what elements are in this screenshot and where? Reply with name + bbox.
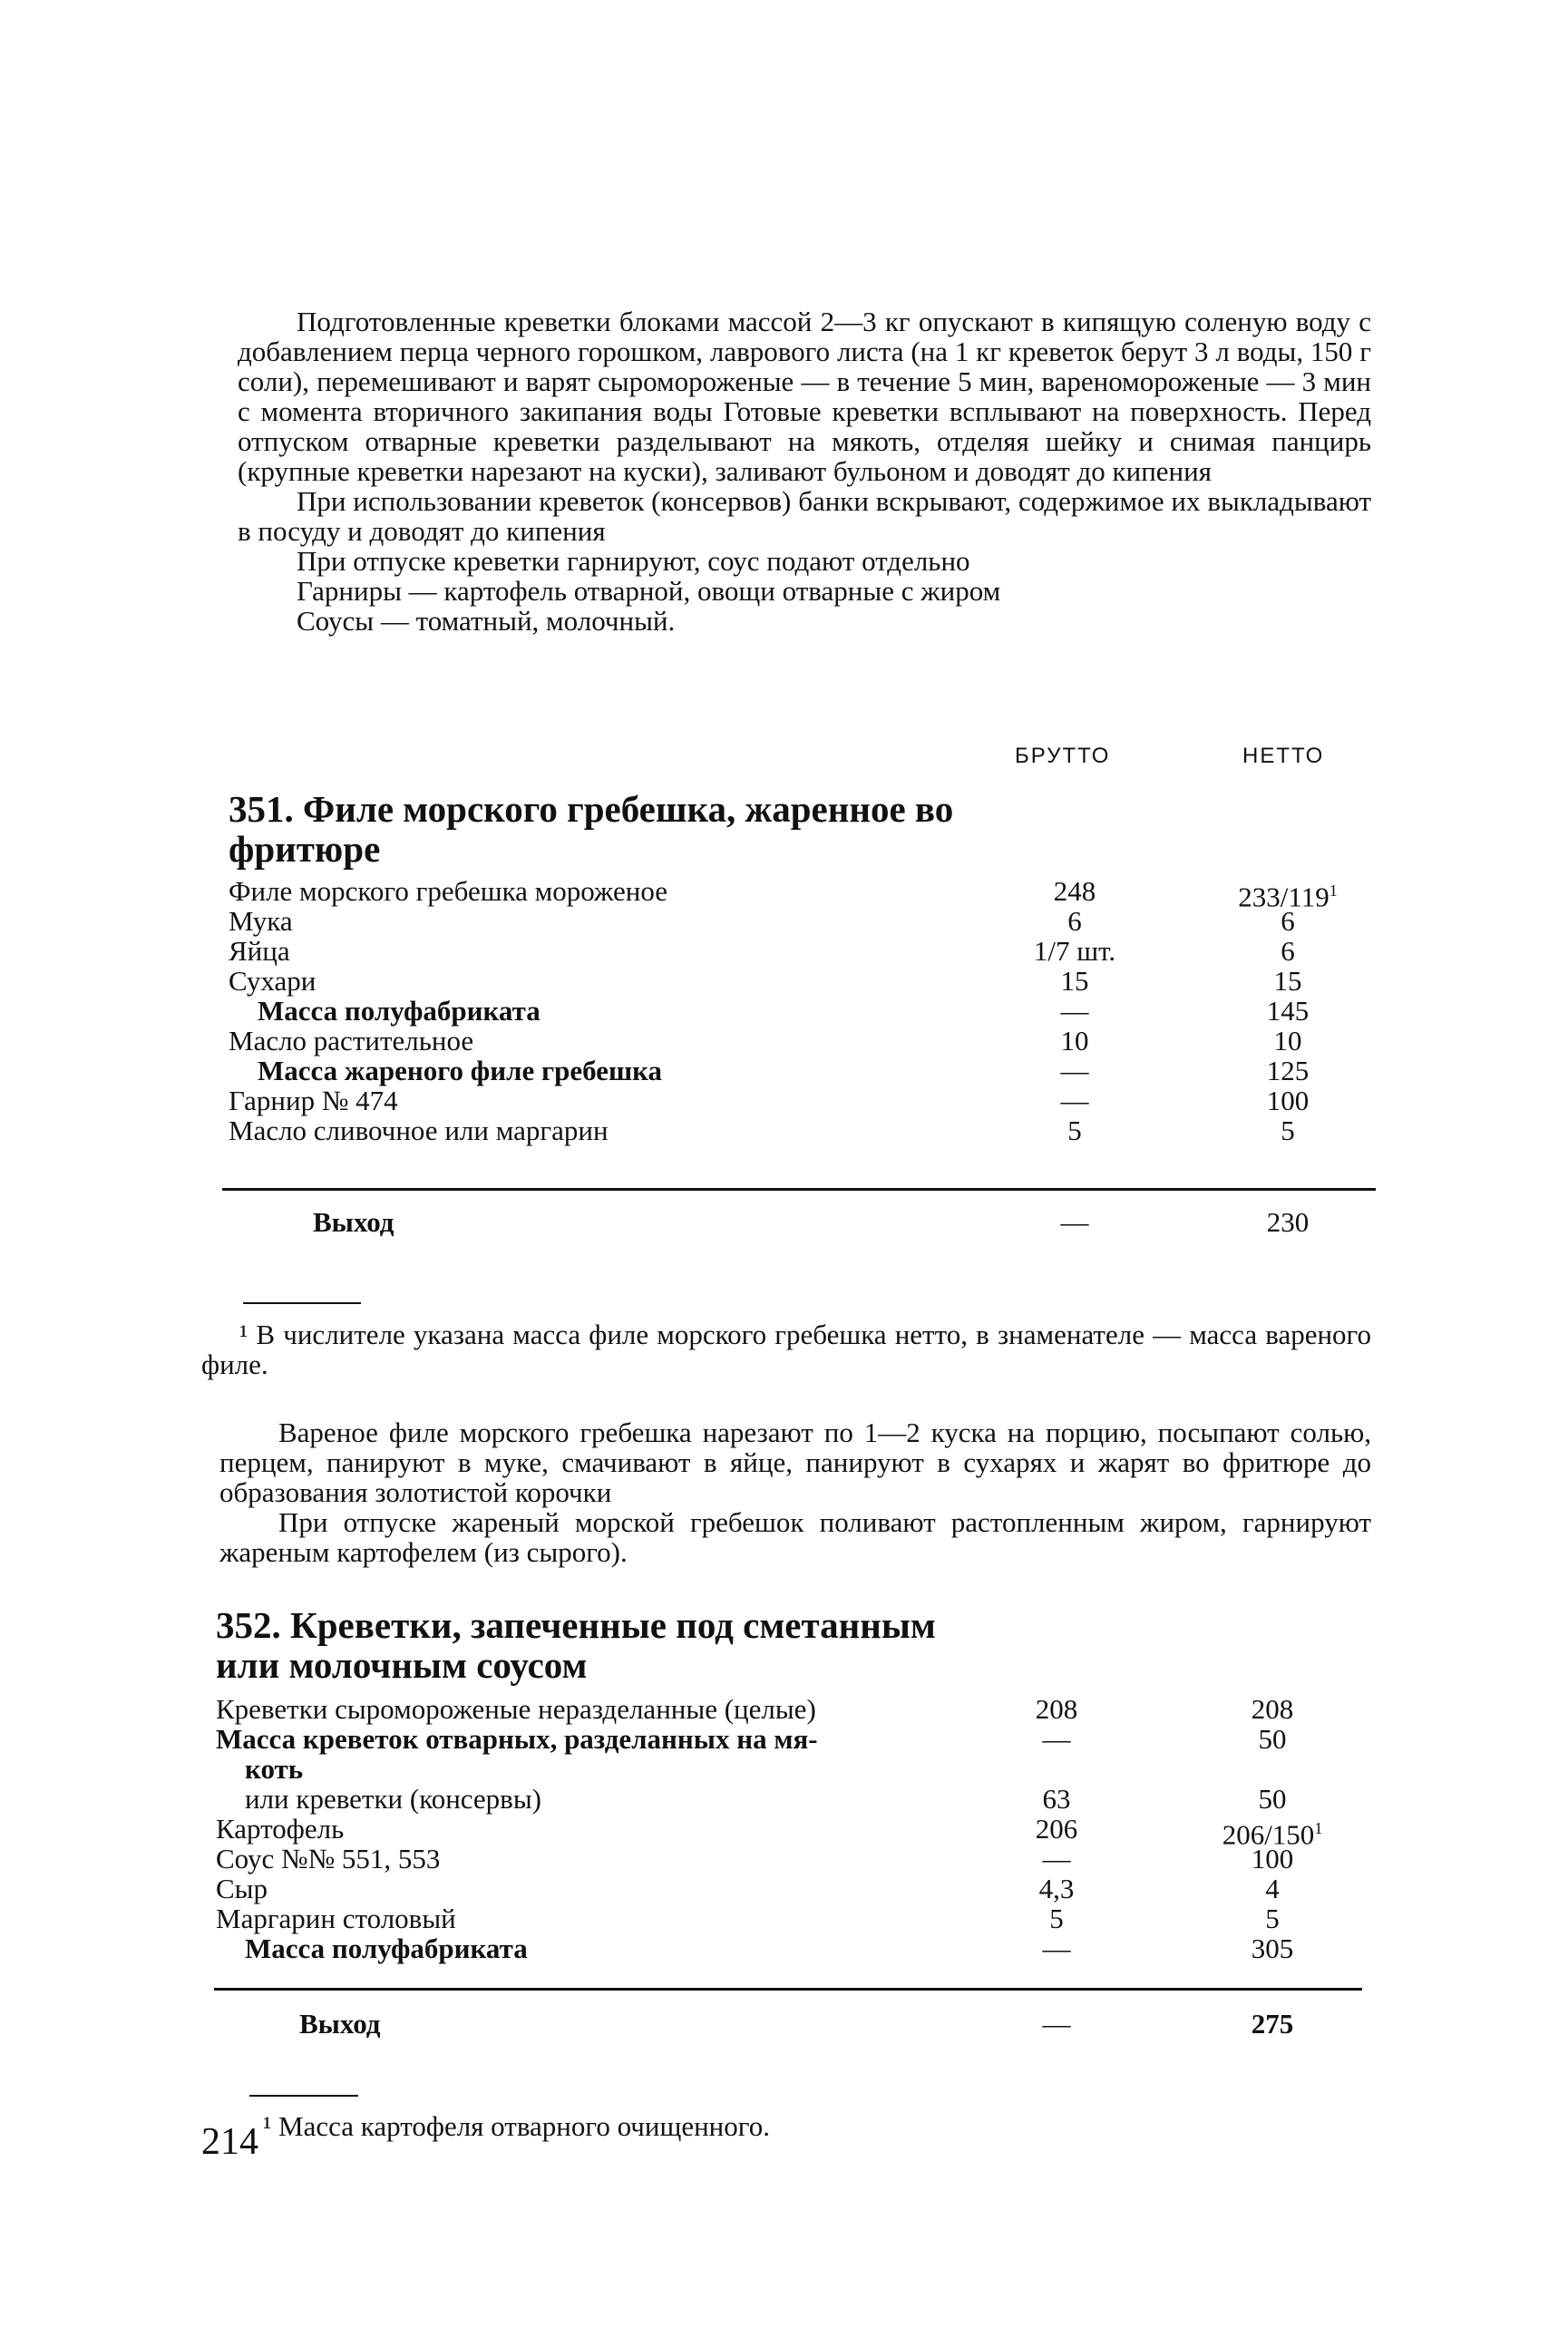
recipe-352-title: 352. Креветки, запеченные под сметанным или молочным соусом (216, 1604, 936, 1686)
netto-number: 15 (1273, 965, 1302, 997)
netto-number: 4 (1265, 1873, 1280, 1904)
netto-value (1195, 1724, 1349, 1754)
ingredient-row (216, 1694, 1360, 1724)
footnote-marker: 1 (1329, 881, 1338, 900)
netto-value (1195, 1784, 1349, 1814)
table-rule (222, 1188, 1376, 1191)
netto-number: 5 (1281, 1115, 1295, 1146)
intro-paragraph: При отпуске креветки гарнируют, соус подают отдельно (297, 545, 970, 577)
recipe-351-title: 351. Филе морского гребешка, жаренное во фритюре (229, 788, 954, 870)
footnote-rule (249, 2095, 358, 2097)
yield-netto: 275 (1251, 2008, 1294, 2040)
recipe-352-footnote: ¹ Масса картофеля отварного очищенного. (263, 2110, 770, 2142)
ingredient-row (216, 1874, 1360, 1903)
footnote-marker: 1 (1314, 1819, 1323, 1837)
footnote-rule (243, 1302, 361, 1304)
ingredient-row (216, 1813, 1360, 1851)
netto-value (1195, 1903, 1349, 1933)
netto-value (1211, 966, 1365, 996)
column-header-netto: НЕТТО (1242, 744, 1325, 768)
brutto-value: 206 (1035, 1813, 1078, 1845)
ingredient-row (229, 996, 1371, 1026)
netto-value (1195, 1844, 1349, 1874)
brutto-value: 63 (1042, 1783, 1071, 1815)
ingredient-name: Масса креветок отварных, разделанных на мя- (216, 1723, 818, 1755)
ingredient-row (216, 1903, 1360, 1933)
netto-number: 10 (1273, 1025, 1302, 1056)
netto-value (1195, 1694, 1349, 1724)
recipe-351-method (219, 1417, 1371, 1567)
netto-number: 208 (1251, 1693, 1294, 1725)
ingredient-name: коть (245, 1753, 304, 1785)
brutto-value: 248 (1053, 875, 1096, 907)
ingredient-name: Филе морского гребешка мороженое (229, 875, 668, 907)
ingredient-row (216, 1724, 1360, 1754)
ingredient-name: или креветки (консервы) (245, 1783, 541, 1815)
column-header-brutto: БРУТТО (1015, 744, 1111, 768)
brutto-value: 1/7 шт. (1033, 935, 1116, 967)
brutto-value: — (1060, 995, 1089, 1027)
netto-number: 145 (1266, 995, 1310, 1027)
method-paragraph: При отпуске жареный морской гребешок поливают растопленным жиром, гарнируют жареным картофелем (из сырого). (219, 1506, 1371, 1568)
ingredient-name: Масло растительное (229, 1025, 474, 1056)
netto-number: 305 (1251, 1933, 1294, 1964)
ingredient-name: Сухари (229, 965, 317, 997)
ingredient-row (216, 1754, 1360, 1784)
netto-value (1211, 1056, 1365, 1086)
ingredient-name: Картофель (216, 1813, 345, 1845)
ingredient-name: Гарнир № 474 (229, 1085, 398, 1116)
netto-value (1195, 1933, 1349, 1963)
recipe-351-footnote: ¹ В числителе указана масса филе морского гребешка нетто, в знаменателе — масса вареного филе. (201, 1319, 1371, 1380)
ingredient-row (229, 1115, 1371, 1145)
netto-number: 100 (1266, 1085, 1310, 1116)
yield-brutto: — (1042, 2008, 1071, 2040)
ingredient-row (229, 1026, 1371, 1056)
netto-number: 206/150 (1222, 1818, 1315, 1851)
netto-number: 125 (1266, 1055, 1310, 1086)
brutto-value: — (1042, 1933, 1071, 1964)
netto-number: 233/119 (1238, 881, 1329, 913)
brutto-value: — (1060, 1055, 1089, 1086)
ingredient-row (229, 906, 1371, 936)
brutto-value: — (1060, 1085, 1089, 1116)
brutto-value: 5 (1067, 1115, 1082, 1146)
netto-number: 100 (1251, 1843, 1294, 1874)
yield-netto: 230 (1266, 1206, 1310, 1238)
ingredient-name: Маргарин столовый (216, 1903, 456, 1934)
ingredient-row (229, 1056, 1371, 1086)
brutto-value: — (1042, 1723, 1071, 1755)
intro-text (238, 307, 1371, 636)
ingredient-row (216, 1933, 1360, 1963)
netto-value (1211, 906, 1365, 936)
brutto-value: 208 (1035, 1693, 1078, 1725)
netto-value (1211, 936, 1365, 966)
intro-paragraph: Подготовленные креветки блоками массой 2—3 кг опускают в кипящую соленую воду с добавлением перца черного горошком, лаврового листа (на 1 кг креветок берут 3 л воды, 150 г соли), перемешивают и варят сыромороженые — в течение 5 мин, вареномороженые — 3 мин с момента вторичного закипания воды Готовые креветки всплывают на поверхность. Перед отпуском отварные креветки разделывают на мякоть, отделяя шейку и снимая панцирь (крупные креветки нарезают на куски), заливают бульоном и доводят до кипения (238, 306, 1371, 487)
netto-number: 50 (1258, 1783, 1287, 1815)
ingredient-row (229, 966, 1371, 996)
ingredient-name: Яйца (229, 935, 290, 967)
netto-value (1211, 1086, 1365, 1115)
ingredient-name: Масса полуфабриката (245, 1933, 528, 1964)
brutto-value: 10 (1060, 1025, 1089, 1056)
netto-number: 6 (1281, 935, 1295, 967)
netto-value (1211, 1115, 1365, 1145)
ingredient-row (229, 875, 1371, 913)
ingredient-row (216, 1844, 1360, 1874)
page-number: 214 (201, 2121, 258, 2163)
ingredient-name: Масса жареного филе гребешка (258, 1055, 663, 1086)
ingredient-name: Масса полуфабриката (258, 995, 541, 1027)
recipe-351-yield (0, 1206, 1568, 1242)
ingredient-name: Креветки сыромороженые неразделанные (целые) (216, 1693, 816, 1725)
yield-label: Выход (313, 1206, 394, 1238)
intro-paragraph: Соусы — томатный, молочный. (297, 605, 676, 637)
brutto-value: 6 (1067, 905, 1082, 937)
recipe-352-yield (0, 2008, 1568, 2044)
intro-paragraph: Гарниры — картофель отварной, овощи отварные с жиром (297, 575, 1001, 607)
ingredient-name: Сыр (216, 1873, 268, 1904)
table-rule (214, 1988, 1362, 1991)
yield-label: Выход (299, 2008, 381, 2040)
yield-brutto: — (1060, 1206, 1089, 1238)
netto-number: 5 (1265, 1903, 1280, 1934)
intro-paragraph: При использовании креветок (консервов) банки вскрывают, содержимое их выкладывают в посуду и доводят до кипения (238, 485, 1371, 547)
netto-value (1211, 1026, 1365, 1056)
ingredient-name: Соус №№ 551, 553 (216, 1843, 441, 1874)
method-paragraph: Вареное филе морского гребешка нарезают по 1—2 куска на порцию, посыпают солью, перцем, панируют в муке, смачивают в яйце, панируют в сухарях и жарят во фритюре до образования золотистой корочки (219, 1417, 1371, 1508)
ingredient-row (216, 1784, 1360, 1814)
netto-number: 6 (1281, 905, 1295, 937)
ingredient-name: Масло сливочное или маргарин (229, 1115, 609, 1146)
netto-value (1211, 996, 1365, 1026)
brutto-value: — (1042, 1843, 1071, 1874)
netto-value (1195, 1874, 1349, 1903)
netto-number: 50 (1258, 1723, 1287, 1755)
brutto-value: 4,3 (1038, 1873, 1075, 1904)
brutto-value: 15 (1060, 965, 1089, 997)
ingredient-row (229, 936, 1371, 966)
brutto-value: 5 (1049, 1903, 1064, 1934)
ingredient-name: Мука (229, 905, 293, 937)
ingredient-row (229, 1086, 1371, 1115)
